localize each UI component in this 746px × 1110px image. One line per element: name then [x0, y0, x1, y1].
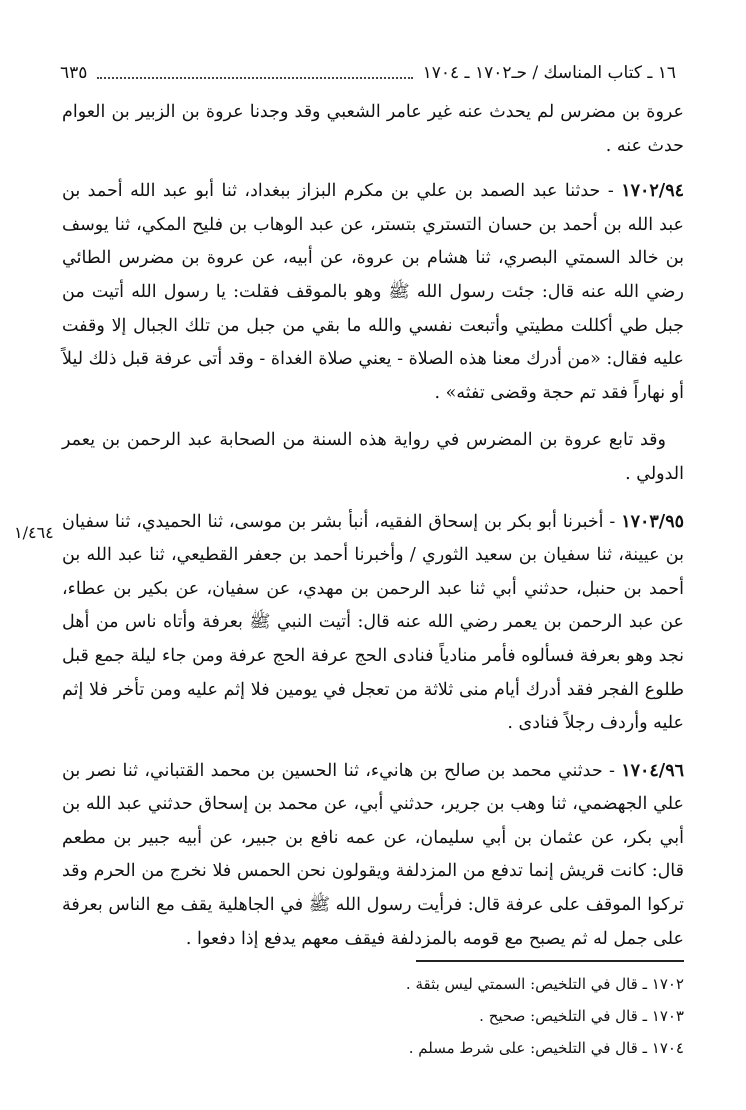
- running-title: ١٦ ـ كتاب المناسك / حـ١٧٠٢ ـ ١٧٠٤: [422, 63, 676, 83]
- main-text: [62, 96, 684, 970]
- footnote-1703: ١٧٠٣ ـ قال في التلخيص: صحيح .: [479, 1007, 684, 1025]
- paragraph-text: عروة بن مضرس لم يحدث عنه غير عامر الشعبي وقد وجدنا عروة بن الزبير بن العوام حدث عنه .: [62, 102, 684, 156]
- hadith-1703: [62, 506, 684, 741]
- hadith-text: - حدثني محمد بن صالح بن هانيء، ثنا الحسين بن محمد القتباني، ثنا نصر بن علي الجهضمي، ثنا وهب بن جرير، حدثني أبي، عن محمد بن إسحاق حدثني عبد الله بن أبي بكر، عن عثمان بن أبي سليمان، عن عمه نافع بن جبير، عن أبيه جبير بن مطعم قال: كانت قريش إنما تدفع من المزدلفة ويقولون نحن الحمس فلا نخرج من الحرم وقد تركوا الموقف على عرفة قال: فرأيت رسول الله ﷺ في الجاهلية يقف مع الناس بعرفة على جمل له ثم يصبح مع قومه بالمزدلفة فيقف معهم يدفع إذا دفعوا .: [62, 760, 684, 949]
- footnote-1704: ١٧٠٤ ـ قال في التلخيص: على شرط مسلم .: [408, 1039, 684, 1057]
- hadith-text: - أخبرنا أبو بكر بن إسحاق الفقيه، أنبأ بشر بن موسى، ثنا الحميدي، ثنا سفيان بن عيينة، ثنا سفيان بن سعيد الثوري / وأخبرنا أحمد بن جعفر القطيعي، ثنا عبد الله بن أحمد بن حنبل، حدثني أبي ثنا عبد الرحمن بن مهدي، عن سفيان، عن بكير بن عطاء، عن عبد الرحمن بن يعمر رضي الله عنه قال: أتيت النبي ﷺ بعرفة وأتاه ناس من أهل نجد وهو بعرفة فسألوه فأمر منادياً فنادى الحج عرفة الحج عرفة ومن جاء ليلة جمع قبل طلوع الفجر فقد أدرك أيام منى ثلاثة من تعجل في يومين فلا إثم عليه ومن تأخر فلا إثم عليه وأردف رجلاً فنادى .: [62, 511, 684, 734]
- paragraph-text: وقد تابع عروة بن المضرس في رواية هذه السنة من الصحابة عبد الرحمن بن يعمر الدولي .: [62, 430, 684, 484]
- footnote-divider: [416, 960, 684, 962]
- margin-volume-page-note: ١/٤٦٤: [14, 523, 54, 542]
- hadith-1704: [62, 755, 684, 957]
- hadith-number: ١٧٠٢/٩٤: [621, 181, 684, 202]
- hadith-1702: [62, 175, 684, 410]
- hadith-text: - حدثنا عبد الصمد بن علي بن مكرم البزاز ببغداد، ثنا أبو عبد الله أحمد بن عبد الله بن أحمد بن حسان التستري بتستر، عن عبد الوهاب بن فليح المكي، ثنا يوسف بن خالد السمتي البصري، ثنا هشام بن عروة، عن أبيه، عن عروة بن مضرس الطائي رضي الله عنه قال: جئت رسول الله ﷺ وهو بالموقف فقلت: يا رسول الله أتيت من جبل طي أكللت مطيتي وأتبعت نفسي والله ما بقي من جبل من تلك الجبال إلا وقفت عليه فقال: «من أدرك معنا هذه الصلاة - يعني صلاة الغداة - وقد أتى عرفة قبل ذلك ليلاً أو نهاراً فقد تم حجة وقضى تفثه» .: [62, 181, 684, 403]
- header-leader-dots: [97, 67, 412, 79]
- footnotes: [84, 968, 684, 1064]
- hadith-number: ١٧٠٤/٩٦: [621, 760, 684, 781]
- page-header: [60, 58, 676, 88]
- page-number: ٦٣٥: [60, 63, 88, 83]
- hadith-number: ١٧٠٣/٩٥: [621, 511, 684, 532]
- paragraph-continuation: [62, 96, 684, 163]
- paragraph-commentary: [62, 424, 684, 491]
- footnote-1702: ١٧٠٢ ـ قال في التلخيص: السمتي ليس بثقة .: [405, 975, 684, 993]
